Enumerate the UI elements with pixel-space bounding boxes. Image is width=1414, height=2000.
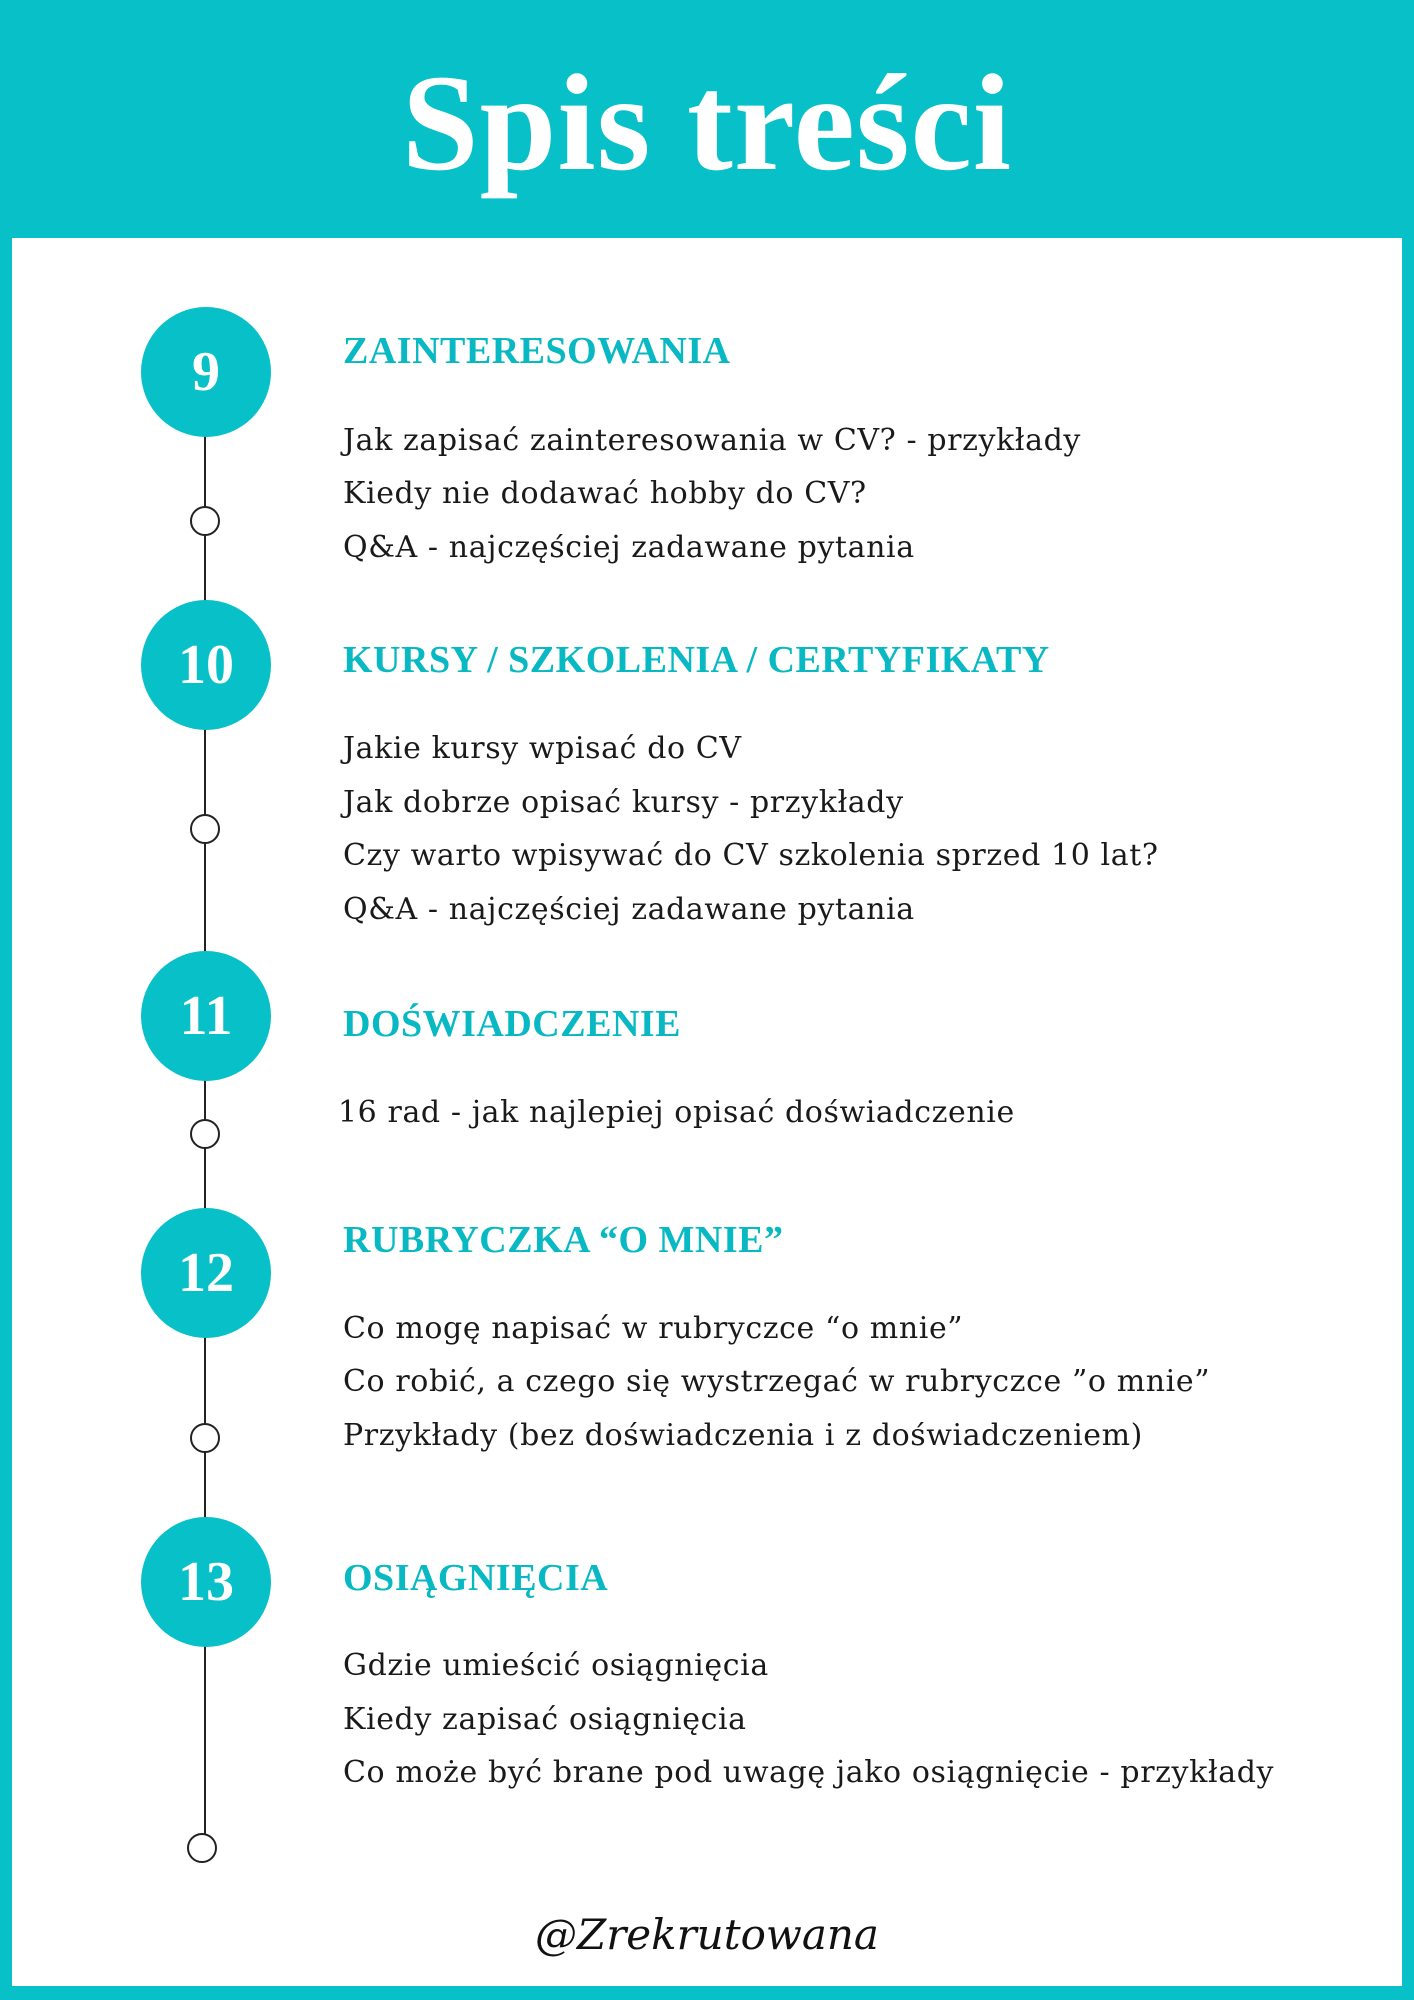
section-number-badge: 9 [141,307,271,437]
toc-item[interactable]: 16 rad - jak najlepiej opisać doświadczenie [338,1095,1015,1130]
toc-item[interactable]: Co może być brane pod uwagę jako osiągnięcie - przykłady [343,1755,1275,1790]
toc-item[interactable]: Q&A - najczęściej zadawane pytania [343,892,915,927]
header-banner [0,0,1414,238]
section-heading[interactable]: DOŚWIADCZENIE [343,1003,682,1045]
toc-item[interactable]: Czy warto wpisywać do CV szkolenia sprzed 10 lat? [343,838,1159,873]
toc-item[interactable]: Co mogę napisać w rubryczce “o mnie” [343,1311,964,1346]
author-signature: @Zrekrutowana [535,1910,879,1959]
timeline-node [190,506,220,536]
toc-item[interactable]: Jak zapisać zainteresowania w CV? - przykłady [343,423,1081,458]
timeline-node [187,1833,217,1863]
toc-item[interactable]: Kiedy zapisać osiągnięcia [343,1702,747,1737]
toc-item[interactable]: Przykłady (bez doświadczenia i z doświadczeniem) [343,1418,1143,1453]
section-number-badge: 13 [141,1517,271,1647]
toc-item[interactable]: Kiedy nie dodawać hobby do CV? [343,476,867,511]
section-number-badge: 11 [141,951,271,1081]
toc-item[interactable]: Co robić, a czego się wystrzegać w rubryczce ”o mnie” [343,1364,1211,1399]
page-title: Spis treści [401,46,1013,199]
section-number-badge: 10 [141,600,271,730]
toc-item[interactable]: Gdzie umieścić osiągnięcia [343,1648,769,1683]
section-heading[interactable]: OSIĄGNIĘCIA [343,1557,609,1599]
timeline-node [190,814,220,844]
toc-item[interactable]: Jakie kursy wpisać do CV [343,731,742,766]
toc-item[interactable]: Q&A - najczęściej zadawane pytania [343,530,915,565]
timeline-node [190,1119,220,1149]
timeline-node [190,1423,220,1453]
section-heading[interactable]: KURSY / SZKOLENIA / CERTYFIKATY [343,639,1050,681]
toc-item[interactable]: Jak dobrze opisać kursy - przykłady [343,785,904,820]
section-heading[interactable]: ZAINTERESOWANIA [343,330,731,372]
section-number-badge: 12 [141,1208,271,1338]
section-heading[interactable]: RUBRYCZKA “O MNIE” [343,1219,784,1261]
